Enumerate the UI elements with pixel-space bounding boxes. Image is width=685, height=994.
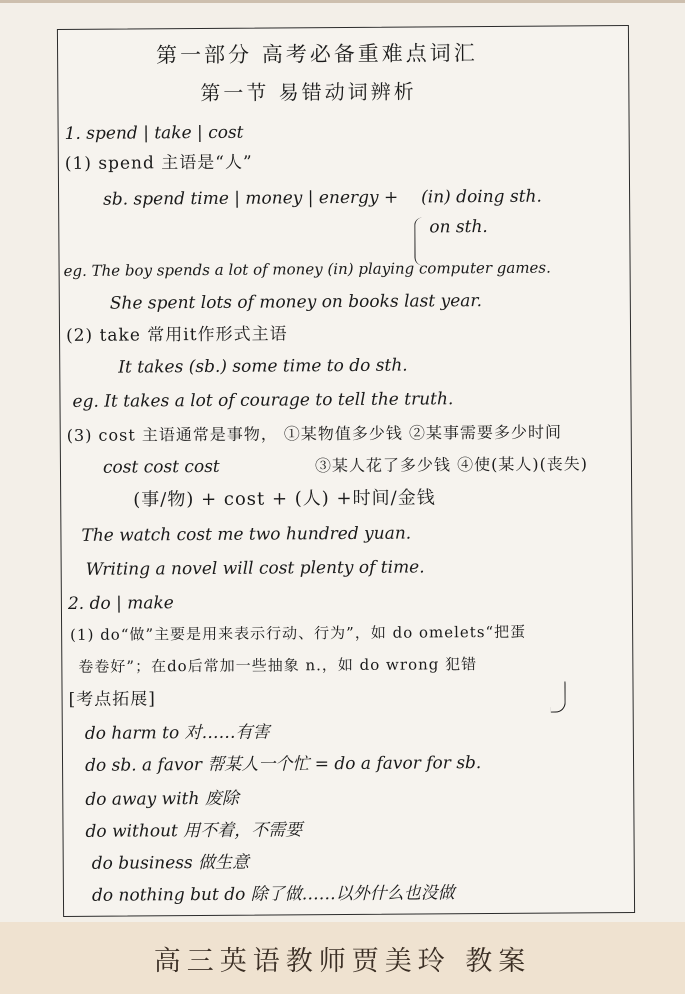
note-line: do nothing but do 除了做……以外什么也没做 (91, 883, 455, 906)
note-line: eg. It takes a lot of courage to tell the truth. (72, 389, 454, 412)
note-line: (3) cost 主语通常是事物， ①某物值多少钱 ②某事需要多少时间 (66, 422, 563, 445)
note-line: It takes (sb.) some time to do sth. (118, 355, 408, 378)
notes-title: 第一部分 高考必备重难点词汇 (156, 41, 478, 68)
note-line: do away with 废除 (85, 788, 239, 810)
footer-banner (0, 922, 685, 994)
note-line: do sb. a favor 帮某人一个忙 = do a favor for sb. (84, 753, 482, 776)
notes-subtitle: 第一节 易错动词辨析 (200, 79, 417, 106)
note-line: (1) do“做”主要是用来表示行动、行为”，如 do omelets“把蛋 (70, 622, 527, 644)
note-line: (事/物) + cost + (人) +时间/金钱 (133, 487, 436, 511)
note-line: She spent lots of money on books last year. (109, 291, 483, 314)
note-line: do harm to 对……有害 (84, 722, 270, 744)
footer-caption: 高三英语教师贾美玲 教案 (153, 945, 532, 977)
note-line: do business 做生意 (91, 852, 250, 874)
handwritten-notes-sheet (57, 25, 635, 917)
note-line: (1) spend 主语是“人” (64, 152, 253, 174)
note-line: Writing a novel will cost plenty of time. (85, 557, 425, 580)
note-line: sb. spend time | money | energy + (103, 187, 399, 210)
note-line: do without 用不着，不需要 (85, 820, 303, 842)
note-line: 1. spend | take | cost (64, 122, 244, 144)
pen-stroke-mark (550, 681, 565, 712)
note-line: cost cost cost (102, 456, 220, 478)
note-line: ③某人花了多少钱 ④使(某人)(丧失) (314, 454, 589, 476)
note-line: 卷卷好”；在do后常加一些抽象 n.，如 do wrong 犯错 (78, 655, 478, 676)
note-line: [考点拓展] (68, 689, 156, 710)
note-line: (2) take 常用it作形式主语 (65, 324, 288, 346)
note-line: The watch cost me two hundred yuan. (81, 523, 412, 546)
note-line: eg. The boy spends a lot of money (in) playing computer games. (63, 258, 551, 280)
note-line: (in) doing sth. (421, 186, 542, 208)
note-line: 2. do | make (67, 593, 174, 614)
note-line: on sth. (429, 217, 488, 238)
